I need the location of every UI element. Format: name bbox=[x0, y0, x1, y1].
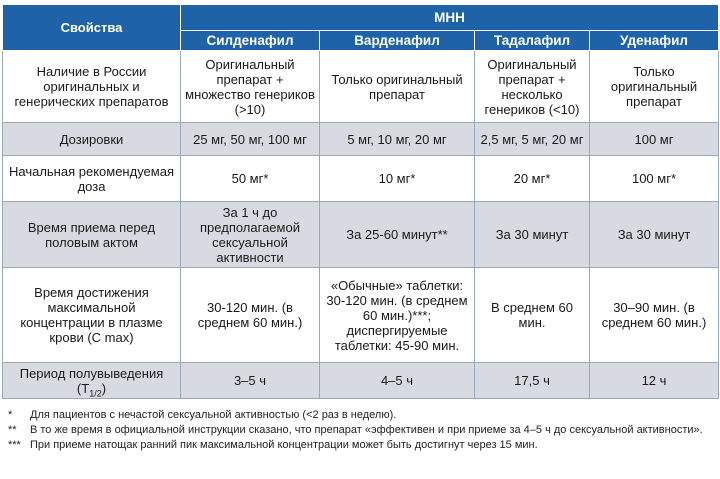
half-life-symbol-suffix: ) bbox=[101, 380, 107, 396]
header-drug-sildenafil: Силденафил bbox=[181, 31, 320, 51]
table-cell: Оригинальный препарат + несколько генериков (<10) bbox=[475, 51, 590, 123]
half-life-subscript: 1/2 bbox=[89, 388, 102, 399]
comparison-table bbox=[2, 4, 719, 399]
footnotes bbox=[8, 408, 713, 453]
table-cell: «Обычные» таблетки: 30-120 мин. (в среднем 60 мин.)***; диспергируемые таблетки: 45-90 мин. bbox=[320, 268, 475, 363]
footnote-text: Для пациентов с нечастой сексуальной активностью (<2 раз в неделю). bbox=[30, 409, 397, 421]
row-label-half-life bbox=[3, 363, 181, 399]
table-cell: 3–5 ч bbox=[181, 363, 320, 399]
table-cell: 4–5 ч bbox=[320, 363, 475, 399]
table-cell: 50 мг* bbox=[181, 156, 320, 202]
table-row bbox=[3, 268, 719, 363]
table-row bbox=[3, 156, 719, 202]
footnote-2 bbox=[8, 423, 713, 438]
header-properties: Свойства bbox=[3, 5, 181, 51]
footnote-mark: *** bbox=[8, 439, 21, 451]
table-cell: За 30 минут bbox=[475, 202, 590, 268]
table-cell: 100 мг bbox=[590, 123, 719, 156]
table-cell: Только оригинальный препарат bbox=[320, 51, 475, 123]
half-life-symbol-prefix: (T bbox=[76, 380, 90, 396]
table-cell: 2,5 мг, 5 мг, 20 мг bbox=[475, 123, 590, 156]
table-cell: В среднем 60 мин. bbox=[475, 268, 590, 363]
footnote-1 bbox=[8, 408, 713, 423]
table-cell: 30–90 мин. (в среднем 60 мин.) bbox=[590, 268, 719, 363]
row-label-intake-time: Время приема перед половым актом bbox=[3, 202, 181, 268]
footnote-mark: * bbox=[8, 409, 13, 421]
footnote-text: В то же время в официальной инструкции сказано, что препарат «эффективен и при приеме за 4–5 ч до сексуальной активности». bbox=[30, 424, 703, 436]
table-cell: 17,5 ч bbox=[475, 363, 590, 399]
footnote-text: При приеме натощак ранний пик максимальной концентрации может быть достигнут через 15 мин. bbox=[30, 439, 538, 451]
header-drug-vardenafil: Варденафил bbox=[320, 31, 475, 51]
header-drug-tadalafil: Тадалафил bbox=[475, 31, 590, 51]
table-cell: 25 мг, 50 мг, 100 мг bbox=[181, 123, 320, 156]
table-row bbox=[3, 202, 719, 268]
table-cell: За 1 ч до предполагаемой сексуальной активности bbox=[181, 202, 320, 268]
row-label-dosages: Дозировки bbox=[3, 123, 181, 156]
table-cell: За 30 минут bbox=[590, 202, 719, 268]
table-row bbox=[3, 51, 719, 123]
table-cell: 12 ч bbox=[590, 363, 719, 399]
table-row bbox=[3, 123, 719, 156]
row-label-start-dose: Начальная рекомендуемая доза bbox=[3, 156, 181, 202]
table-cell: 10 мг* bbox=[320, 156, 475, 202]
header-inn: МНН bbox=[181, 5, 719, 31]
table-cell: За 25-60 минут** bbox=[320, 202, 475, 268]
table-cell: Только оригинальный препарат bbox=[590, 51, 719, 123]
table-cell: 30-120 мин. (в среднем 60 мин.) bbox=[181, 268, 320, 363]
header-drug-udenafil: Уденафил bbox=[590, 31, 719, 51]
table-cell: 100 мг* bbox=[590, 156, 719, 202]
footnote-3 bbox=[8, 438, 713, 453]
row-label-availability: Наличие в России оригинальных и генерических препаратов bbox=[3, 51, 181, 123]
footnote-mark: ** bbox=[8, 424, 17, 436]
table-cell: 5 мг, 10 мг, 20 мг bbox=[320, 123, 475, 156]
row-label-cmax-time: Время достижения максимальной концентрации в плазме крови (C max) bbox=[3, 268, 181, 363]
table-row bbox=[3, 363, 719, 399]
table-cell: Оригинальный препарат + множество генериков (>10) bbox=[181, 51, 320, 123]
table-cell: 20 мг* bbox=[475, 156, 590, 202]
half-life-label: Период полувыведения bbox=[19, 365, 164, 381]
